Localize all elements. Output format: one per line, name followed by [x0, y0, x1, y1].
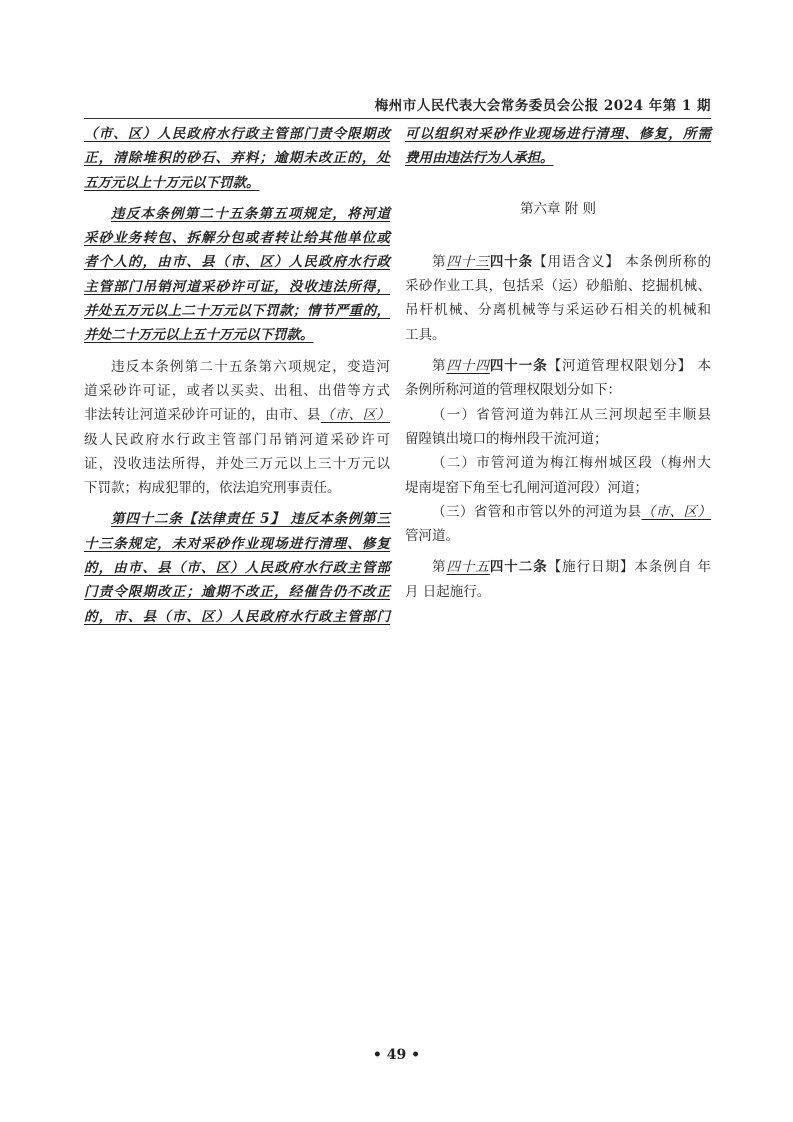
- text-line: （一）省管河道为韩江从三河坝起至丰顺县: [432, 406, 711, 423]
- text-line: 下罚款；构成犯罪的，依法追究刑事责任。: [84, 480, 341, 497]
- text-line: 者个人的，由市、县（市、区）人民政府水行政: [84, 254, 390, 271]
- text-line: 第四十二条【法律责任 5】 违反本条例第三: [111, 511, 390, 528]
- deleted-text: 四十五: [446, 559, 490, 576]
- inserted-text: 四十二条: [489, 559, 548, 576]
- text-line: [405, 250, 711, 274]
- text-line: 堤南堤窑下角至七孔闸河道河段）河道；: [405, 479, 648, 496]
- text-segment: 【河道管理权限划分】 本: [547, 358, 712, 375]
- page-number: • 49 •: [372, 1047, 421, 1063]
- text-line: 可以组织对采砂作业现场进行清理、修复，所需: [405, 126, 711, 142]
- text-line: 主管部门吊销河道采砂许可证，没收违法所得，: [84, 278, 390, 295]
- text-line: [84, 403, 390, 427]
- text-line: [405, 500, 711, 524]
- text-line: 并处五万元以上二十万元以下罚款；情节严重的，: [84, 303, 390, 320]
- text-line: 的，市、县（市、区）人民政府水行政主管部门: [84, 608, 390, 625]
- inserted-text: 四十条: [489, 253, 534, 270]
- text-line: 吊杆机械、分离机械等与采运砂石相关的机械和: [405, 302, 711, 319]
- text-line: 正，清除堆积的砂石、弃料；逾期未改正的，处: [84, 150, 390, 167]
- article-41-jurisdiction: [405, 354, 711, 548]
- text-line: 条例所称河道的管理权限划分如下：: [405, 382, 621, 399]
- text-line: 门责令限期改正；逾期不改正，经催告仍不改正: [84, 584, 390, 601]
- text-line: 费用由违法行为人承担。: [405, 150, 554, 167]
- text-line: （市、区）人民政府水行政主管部门责令限期改: [84, 126, 390, 142]
- article-40-definitions: [405, 250, 711, 347]
- text-segment: 【用语含义】 本条例所称的: [533, 253, 712, 270]
- text-segment: 第: [432, 253, 447, 270]
- deleted-text: 四十三: [446, 253, 490, 270]
- inserted-text: 四十一条: [489, 358, 548, 375]
- text-line: 十三条规定，未对采砂作业现场进行清理、修复: [84, 535, 390, 552]
- text-line: 的，由市、县（市、区）人民政府水行政主管部: [84, 560, 390, 577]
- paragraph-cleanup-cost: [405, 122, 711, 171]
- left-column: [84, 122, 390, 629]
- text-segment: 【施行日期】本条例自 年: [547, 559, 712, 576]
- article-42-liability: [84, 507, 390, 628]
- journal-header: 梅州市人民代表大会常务委员会公报 2024 年第 1 期: [374, 98, 711, 114]
- text-line: （二）市管河道为梅江梅州城区段（梅州大: [432, 455, 711, 472]
- text-line: [405, 354, 711, 378]
- text-segment: 非法转让河道采砂许可证的，由市、县: [84, 407, 321, 424]
- text-line: 违反本条例第二十五条第五项规定，将河道: [111, 205, 390, 222]
- deleted-text: 四十四: [446, 358, 490, 375]
- text-line: [405, 555, 711, 579]
- paragraph-subcontract-penalty: [84, 202, 390, 348]
- right-column: [405, 122, 711, 604]
- paragraph-penalty-cleanup: [84, 122, 390, 195]
- chapter-heading: 第六章 附 则: [519, 200, 597, 217]
- text-line: 证，没收违法所得，并处三万元以上三十万元以: [84, 455, 390, 472]
- text-segment: 第: [432, 358, 447, 375]
- paragraph-forged-permit-penalty: [84, 355, 390, 501]
- text-line: 月 日起施行。: [405, 583, 491, 600]
- inserted-text: （市、区）: [320, 407, 391, 424]
- text-line: 采砂业务转包、拆解分包或者转让给其他单位或: [84, 230, 390, 247]
- text-line: 采砂作业工具，包括采（运）砂船舶、挖掘机械、: [405, 278, 711, 295]
- text-line: 管河道。: [405, 528, 459, 545]
- article-42-effective-date: [405, 555, 711, 604]
- text-line: 留隍镇出境口的梅州段干流河道；: [405, 430, 608, 447]
- text-line: 道采砂许可证，或者以买卖、出租、出借等方式: [84, 382, 390, 399]
- text-segment: （三）省管和市管以外的河道为县: [432, 503, 642, 520]
- header-rule: [84, 118, 711, 119]
- text-line: 工具。: [405, 326, 446, 343]
- text-line: 级人民政府水行政主管部门吊销河道采砂许可: [84, 431, 390, 448]
- inserted-text: （市、区）: [641, 503, 712, 520]
- text-line: 五万元以上十万元以下罚款。: [84, 174, 260, 191]
- text-line: 并处二十万元以上五十万元以下罚款。: [84, 327, 314, 344]
- text-line: 违反本条例第二十五条第六项规定，变造河: [111, 358, 390, 375]
- text-segment: 第: [432, 559, 447, 576]
